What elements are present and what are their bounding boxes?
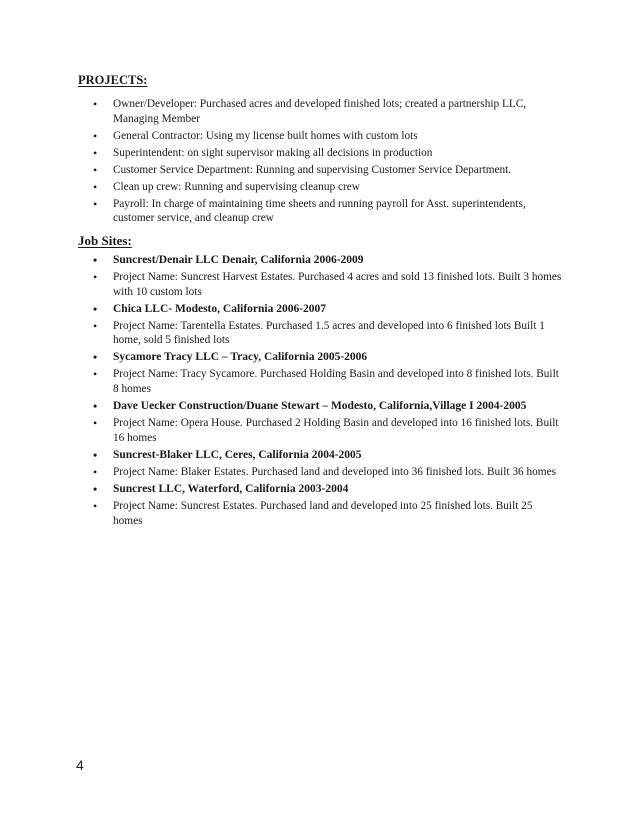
project-role-item: • General Contractor: Using my license built homes with custom lots: [92, 129, 562, 144]
job-sites-heading: Job Sites:: [78, 233, 132, 248]
job-site-project-description: • Project Name: Suncrest Estates. Purchased land and developed into 25 finished lots. Built 25 homes: [92, 499, 562, 528]
job-site-title: • Suncrest LLC, Waterford, California 2003-2004: [92, 482, 562, 497]
job-site-project-description: • Project Name: Tracy Sycamore. Purchased Holding Basin and developed into 8 finished lots. Built 8 homes: [92, 367, 562, 396]
job-site-title: • Suncrest-Blaker LLC, Ceres, California 2004-2005: [92, 448, 562, 463]
project-role-item: • Payroll: In charge of maintaining time sheets and running payroll for Asst. superintendents, customer service, and cleanup crew: [92, 197, 562, 226]
projects-heading-text: PROJECTS: [78, 73, 144, 87]
page-number: 4: [76, 757, 84, 773]
job-site-title: • Chica LLC- Modesto, California 2006-2007: [92, 302, 562, 317]
project-role-item: • Customer Service Department: Running and supervising Customer Service Department.: [92, 163, 562, 178]
job-site-title: • Sycamore Tracy LLC – Tracy, California 2005-2006: [92, 350, 562, 365]
projects-list: [92, 97, 562, 229]
project-role-item: • Superintendent: on sight supervisor making all decisions in production: [92, 146, 562, 161]
job-site-title: • Suncrest/Denair LLC Denair, California 2006-2009: [92, 253, 562, 268]
project-role-item: • Clean up crew: Running and supervising cleanup crew: [92, 180, 562, 195]
job-site-project-description: • Project Name: Suncrest Harvest Estates. Purchased 4 acres and sold 13 finished lots. Built 3 homes with 10 custom lots: [92, 270, 562, 299]
job-site-project-description: • Project Name: Opera House. Purchased 2 Holding Basin and developed into 16 finished lots. Built 16 homes: [92, 416, 562, 445]
job-sites-list: [92, 253, 562, 531]
job-site-title: • Dave Uecker Construction/Duane Stewart – Modesto, California,Village I 2004-2005: [92, 399, 562, 414]
projects-heading: [78, 73, 147, 88]
project-role-item: • Owner/Developer: Purchased acres and developed finished lots; created a partnership LLC, Managing Member: [92, 97, 562, 126]
projects-heading-colon: :: [143, 73, 148, 87]
job-site-project-description: • Project Name: Blaker Estates. Purchased land and developed into 36 finished lots. Built 36 homes: [92, 465, 562, 480]
job-site-project-description: • Project Name: Tarentella Estates. Purchased 1.5 acres and developed into 6 finished lots Built 1 home, sold 5 finished lots: [92, 319, 562, 348]
